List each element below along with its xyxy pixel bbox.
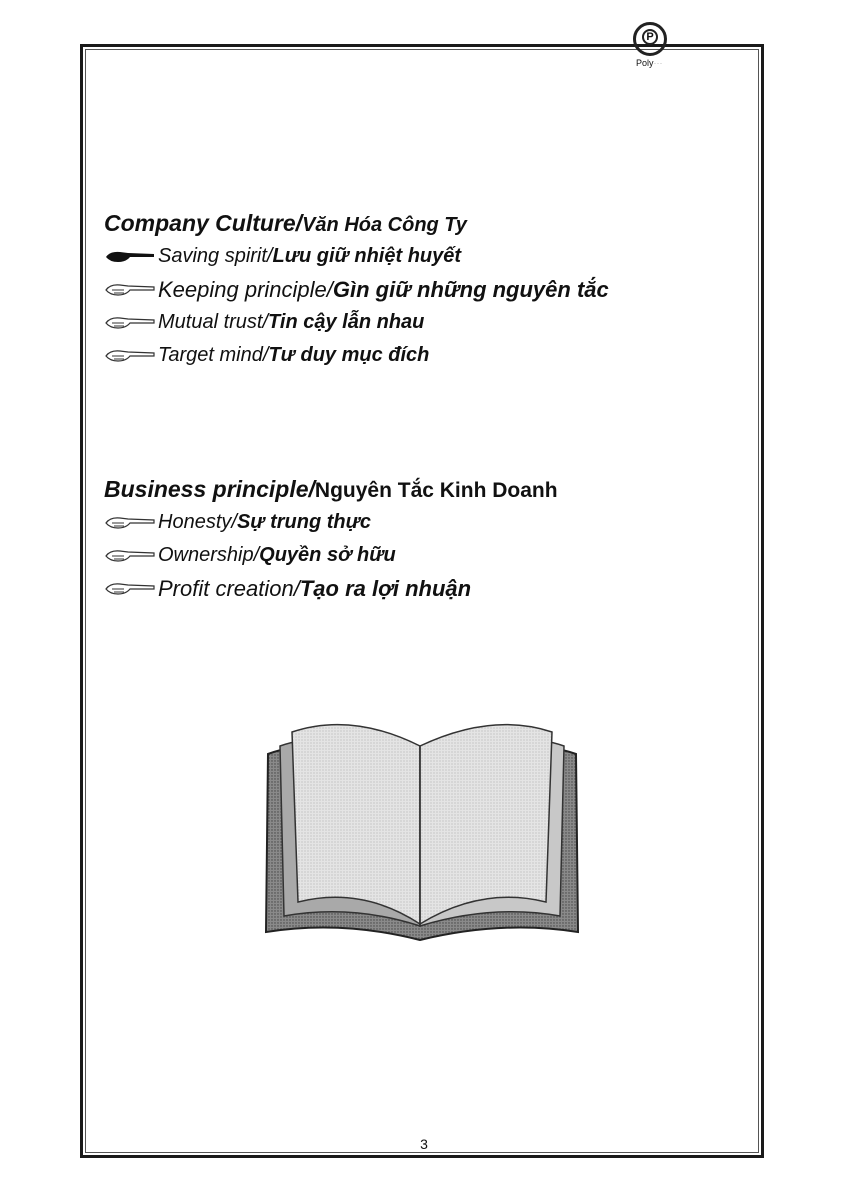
pointing-hand-icon	[104, 248, 156, 266]
pointing-hand-icon	[104, 281, 156, 299]
list-item: Ownership/ Quyền sở hữu	[104, 539, 744, 572]
pointing-hand-icon	[104, 314, 156, 332]
list-item: Honesty/ Sự trung thực	[104, 506, 744, 539]
pointing-hand-icon	[104, 347, 156, 365]
company-culture-section	[104, 210, 744, 372]
list-item: Profit creation/ Tạo ra lợi nhuận	[104, 572, 744, 605]
logo-faded-text: ···	[653, 58, 663, 68]
pointing-hand-icon	[104, 580, 156, 598]
list-item: Mutual trust/ Tin cậy lẫn nhau	[104, 306, 744, 339]
pointing-hand-icon	[104, 547, 156, 565]
list-item: Target mind/ Tư duy mục đích	[104, 339, 744, 372]
page-number: 3	[420, 1136, 428, 1152]
list-item: Keeping principle/ Gìn giữ những nguyên tắc	[104, 273, 744, 306]
business-heading: Business principle/Nguyên Tắc Kinh Doanh	[104, 476, 558, 502]
pointing-hand-icon	[104, 514, 156, 532]
culture-heading: Company Culture/Văn Hóa Công Ty	[104, 210, 467, 236]
company-logo	[620, 22, 680, 68]
open-book-icon	[262, 706, 582, 946]
logo-text: Poly	[636, 58, 654, 68]
logo-mark-icon: P	[633, 22, 667, 56]
business-principle-section	[104, 476, 744, 605]
list-item: Saving spirit/ Lưu giữ nhiệt huyết	[104, 240, 744, 273]
